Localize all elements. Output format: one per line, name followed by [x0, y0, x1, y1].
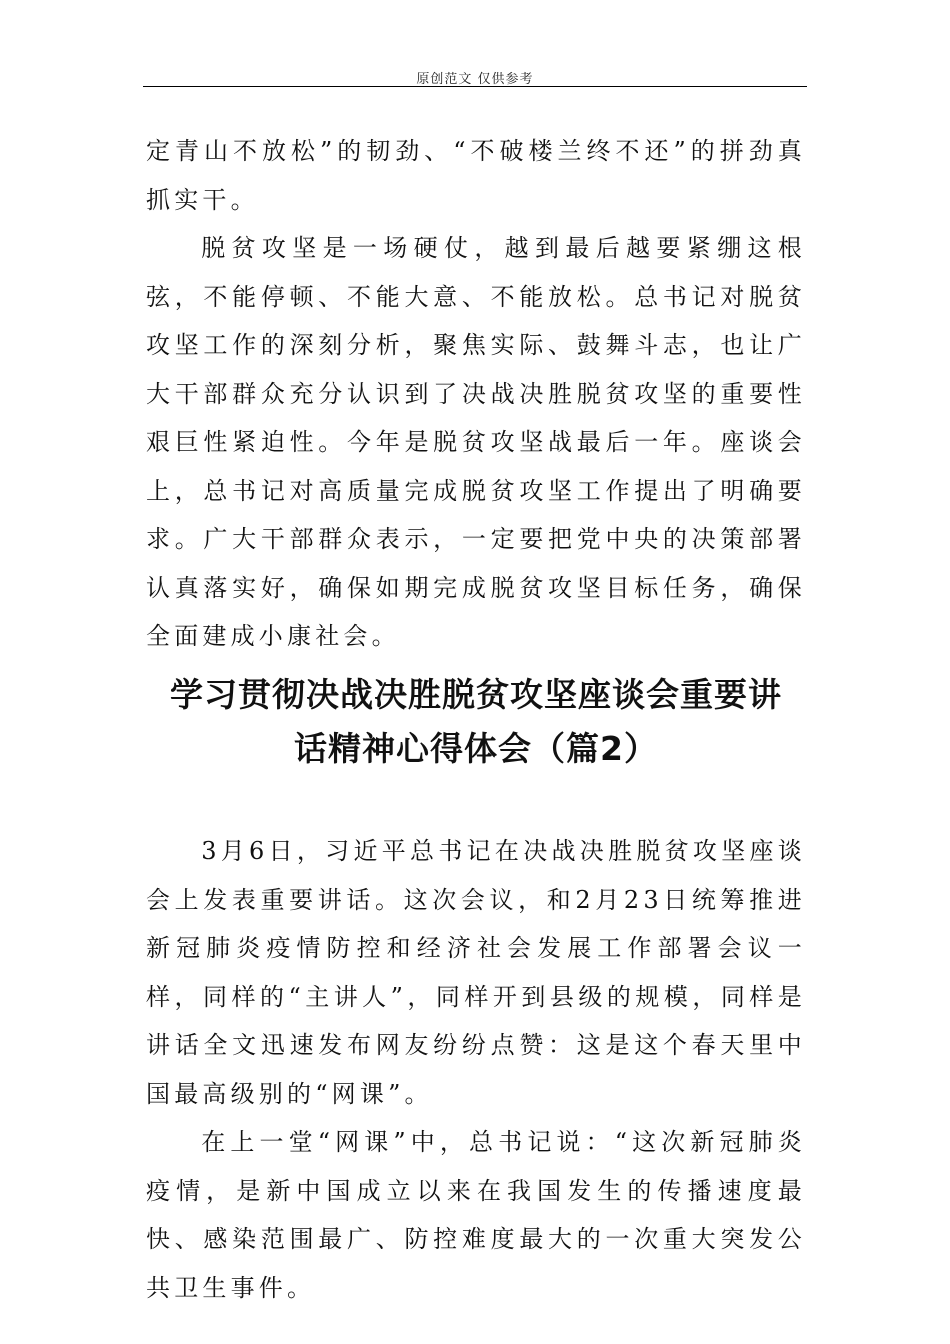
paragraph: 3月6日，习近平总书记在决战决胜脱贫攻坚座谈会上发表重要讲话。这次会议，和2月23日统筹推进新冠肺炎疫情防控和经济社会发展工作部署会议一样，同样的“主讲人”，同样开到县级的规模，同样是讲话全文迅速发布网友纷纷点赞：这是这个春天里中国最高级别的“网课”。 — [146, 837, 806, 1108]
page-header: 原创范文 仅供参考 — [416, 72, 534, 87]
article-title — [146, 668, 806, 776]
paragraph: 脱贫攻坚是一场硬仗，越到最后越要紧绷这根弦，不能停顿、不能大意、不能放松。总书记对脱贫攻坚工作的深刻分析，聚焦实际、鼓舞斗志，也让广大干部群众充分认识到了决战决胜脱贫攻坚的重要性艰巨性紧迫性。今年是脱贫攻坚战最后一年。座谈会上，总书记对高质量完成脱贫攻坚工作提出了明确要求。广大干部群众表示，一定要把党中央的决策部署认真落实好，确保如期完成脱贫攻坚目标任务，确保全面建成小康社会。 — [146, 234, 806, 650]
paragraph-continuation: 定青山不放松”的韧劲、“不破楼兰终不还”的拼劲真抓实干。 — [146, 137, 806, 214]
header-divider — [143, 86, 807, 87]
title-line-2: 话精神心得体会（篇2） — [294, 729, 658, 768]
paragraph: 在上一堂“网课”中，总书记说：“这次新冠肺炎疫情，是新中国成立以来在我国发生的传播速度最快、感染范围最广、防控难度最大的一次重大突发公共卫生事件。 — [146, 1128, 806, 1302]
section-2 — [146, 827, 806, 1312]
section-1 — [146, 127, 806, 661]
title-line-1: 学习贯彻决战决胜脱贫攻坚座谈会重要讲 — [170, 675, 782, 714]
